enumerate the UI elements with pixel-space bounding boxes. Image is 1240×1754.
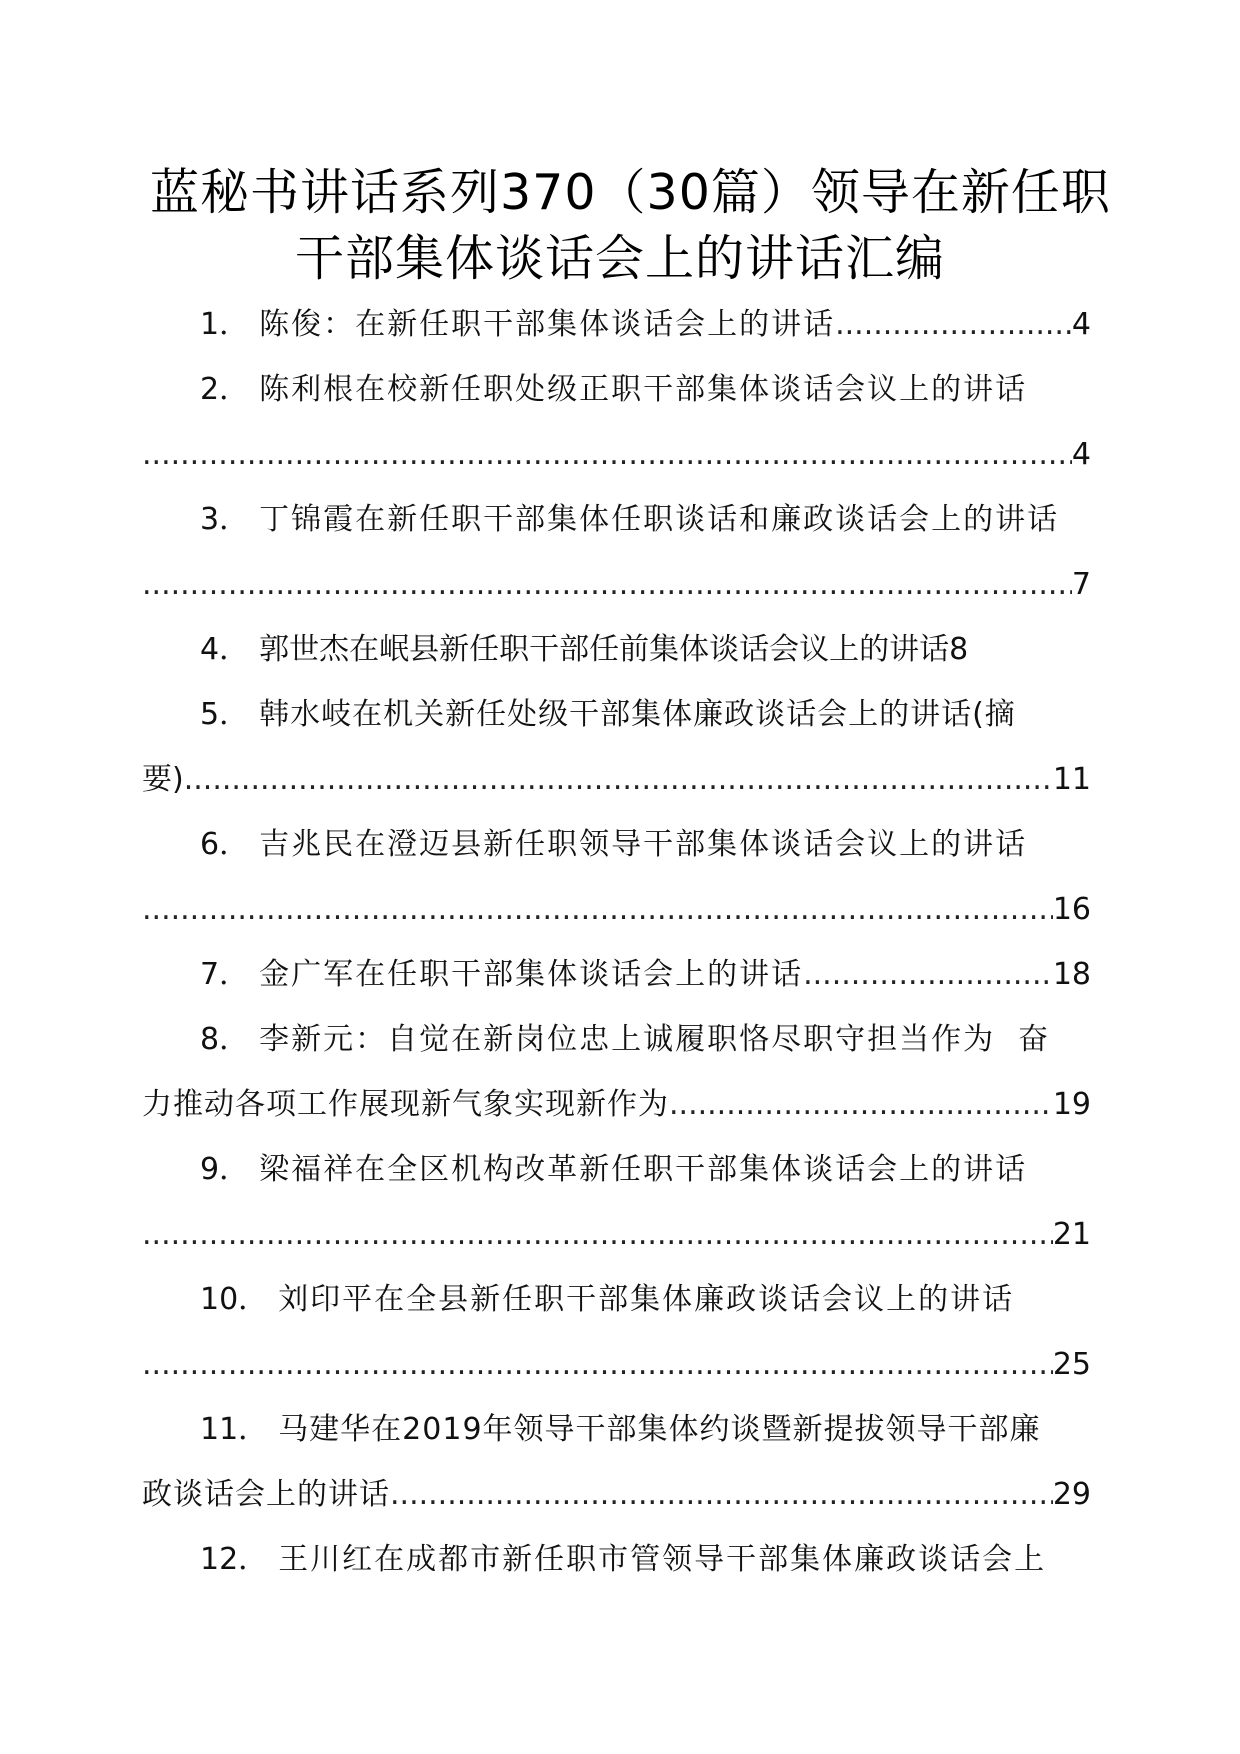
toc-entry-11-continuation[interactable] bbox=[142, 1462, 1091, 1527]
dot-leader bbox=[184, 747, 1053, 812]
dot-leader bbox=[142, 1202, 1053, 1267]
toc-entry-10-continuation[interactable] bbox=[162, 1332, 1091, 1397]
toc-entry-title: 丁锦霞在新任职干部集体任职谈话和廉政谈话会上的讲话 bbox=[259, 502, 1060, 537]
toc-entry-number: 2． bbox=[200, 372, 250, 407]
toc-entry-3[interactable] bbox=[162, 487, 1091, 552]
toc-entry-number: 4． bbox=[200, 632, 250, 667]
title-line-1: 蓝秘书讲话系列370（30篇）领导在新任职 bbox=[150, 164, 1111, 221]
toc-entry-number: 3． bbox=[200, 502, 250, 537]
toc-entry-title: 郭世杰在岷县新任职干部任前集体谈话会议上的讲话 bbox=[259, 632, 950, 667]
toc-entry-number: 6． bbox=[200, 827, 250, 862]
dot-leader bbox=[142, 877, 1053, 942]
toc-entry-number: 10． bbox=[200, 1282, 269, 1317]
table-of-contents bbox=[142, 292, 1091, 1592]
toc-entry-page: 4 bbox=[1071, 307, 1091, 342]
toc-entry-page: 11 bbox=[1052, 762, 1091, 797]
toc-entry-4[interactable] bbox=[162, 617, 1091, 682]
dot-leader bbox=[803, 942, 1053, 1007]
toc-entry-2[interactable] bbox=[162, 357, 1091, 422]
toc-entry-title: 陈利根在校新任职处级正职干部集体谈话会议上的讲话 bbox=[259, 372, 1028, 407]
toc-entry-2-continuation[interactable] bbox=[162, 422, 1091, 487]
toc-entry-6[interactable] bbox=[162, 812, 1091, 877]
toc-entry-12[interactable] bbox=[162, 1527, 1091, 1592]
toc-entry-3-continuation[interactable] bbox=[162, 552, 1091, 617]
toc-entry-5-continuation[interactable] bbox=[142, 747, 1091, 812]
toc-entry-number: 5． bbox=[200, 697, 250, 732]
toc-entry-title-cont: 政谈话会上的讲话 bbox=[142, 1477, 390, 1512]
toc-entry-title: 梁福祥在全区机构改革新任职干部集体谈话会上的讲话 bbox=[259, 1152, 1028, 1187]
toc-entry-page: 18 bbox=[1052, 957, 1091, 992]
toc-entry-title: 吉兆民在澄迈县新任职领导干部集体谈话会议上的讲话 bbox=[259, 827, 1028, 862]
dot-leader bbox=[669, 1072, 1053, 1137]
toc-entry-title-cont: 力推动各项工作展现新气象实现新作为 bbox=[142, 1087, 669, 1122]
toc-entry-page: 21 bbox=[1052, 1217, 1091, 1252]
dot-leader bbox=[142, 1332, 1053, 1397]
toc-entry-11[interactable] bbox=[162, 1397, 1091, 1462]
toc-entry-title: 金广军在任职干部集体谈话会上的讲话 bbox=[259, 957, 804, 992]
toc-entry-9-continuation[interactable] bbox=[162, 1202, 1091, 1267]
title-line-2: 干部集体谈话会上的讲话汇编 bbox=[294, 230, 945, 287]
toc-entry-number: 1． bbox=[200, 307, 250, 342]
toc-entry-9[interactable] bbox=[162, 1137, 1091, 1202]
toc-entry-title: 李新元：自觉在新岗位忠上诚履职恪尽职守担当作为 奋 bbox=[259, 1022, 1051, 1057]
toc-entry-number: 7． bbox=[200, 957, 250, 992]
toc-entry-title-cont: 要) bbox=[142, 762, 184, 797]
toc-entry-page: 8 bbox=[949, 632, 969, 667]
toc-entry-5[interactable] bbox=[162, 682, 1091, 747]
document-title bbox=[150, 160, 1111, 292]
toc-entry-page: 7 bbox=[1071, 567, 1091, 602]
toc-entry-number: 12． bbox=[200, 1542, 269, 1577]
toc-entry-number: 9． bbox=[200, 1152, 250, 1187]
toc-entry-8-continuation[interactable] bbox=[142, 1072, 1091, 1137]
toc-entry-1[interactable] bbox=[162, 292, 1091, 357]
toc-entry-6-continuation[interactable] bbox=[162, 877, 1091, 942]
toc-entry-title: 陈俊：在新任职干部集体谈话会上的讲话 bbox=[259, 307, 836, 342]
toc-entry-page: 16 bbox=[1052, 892, 1091, 927]
toc-entry-title: 刘印平在全县新任职干部集体廉政谈话会议上的讲话 bbox=[278, 1282, 1015, 1317]
toc-entry-title: 王川红在成都市新任职市管领导干部集体廉政谈话会上 bbox=[278, 1542, 1047, 1577]
toc-entry-8[interactable] bbox=[162, 1007, 1091, 1072]
toc-entry-number: 8． bbox=[200, 1022, 250, 1057]
toc-entry-10[interactable] bbox=[162, 1267, 1091, 1332]
toc-entry-title: 马建华在2019年领导干部集体约谈暨新提拔领导干部廉 bbox=[278, 1412, 1041, 1447]
toc-entry-page: 25 bbox=[1052, 1347, 1091, 1382]
toc-entry-title: 韩水岐在机关新任处级干部集体廉政谈话会上的讲话(摘 bbox=[259, 697, 1016, 732]
toc-entry-number: 11． bbox=[200, 1412, 269, 1447]
dot-leader bbox=[390, 1462, 1053, 1527]
dot-leader bbox=[142, 552, 1072, 617]
toc-entry-7[interactable] bbox=[162, 942, 1091, 1007]
toc-entry-page: 29 bbox=[1052, 1477, 1091, 1512]
toc-entry-page: 19 bbox=[1052, 1087, 1091, 1122]
toc-entry-page: 4 bbox=[1071, 437, 1091, 472]
dot-leader bbox=[835, 292, 1072, 357]
dot-leader bbox=[142, 422, 1072, 487]
